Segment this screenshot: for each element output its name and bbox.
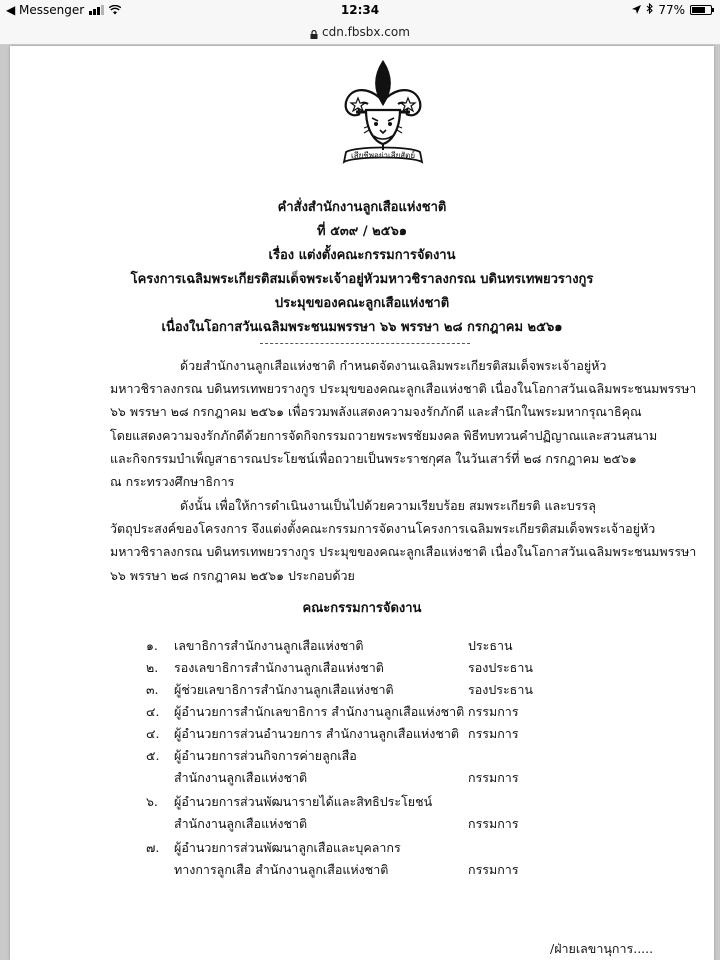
member-position: ผู้ช่วยเลขาธิการสำนักงานลูกเสือแห่งชาติ — [174, 682, 394, 697]
member-number: ๒. — [146, 660, 159, 675]
continuation-note: /ฝ่ายเลขานุการ..... — [550, 941, 654, 956]
battery-icon — [690, 5, 712, 15]
member-role: กรรมการ — [468, 862, 519, 877]
member-position: สำนักงานลูกเสือแห่งชาติ — [174, 770, 308, 785]
status-bar — [0, 0, 720, 20]
project-subtitle: ประมุขของคณะลูกเสือแห่งชาติ — [274, 296, 450, 311]
member-position: ผู้อำนวยการส่วนอำนวยการ สำนักงานลูกเสือแห่งชาติ — [174, 726, 460, 741]
paragraph-line: วัตถุประสงค์ของโครงการ จึงแต่งตั้งคณะกรรมการจัดงานโครงการเฉลิมพระเกียรติสมเด็จพระเจ้าอยู่หัว — [110, 521, 656, 537]
url-bar[interactable] — [0, 20, 720, 45]
member-position: ผู้อำนวยการสำนักเลขาธิการ สำนักงานลูกเสือแห่งชาติ — [174, 704, 465, 719]
member-number: ๕. — [146, 748, 160, 763]
paragraph-line: มหาวชิราลงกรณ บดินทรเทพยวรางกูร ประมุขของคณะลูกเสือแห่งชาติ เนื่องในโอกาสวันเฉลิมพระชนมพรรษา — [110, 544, 697, 560]
location-icon — [632, 3, 641, 17]
divider — [260, 343, 470, 344]
paragraph-line: โดยแสดงความจงรักภักดีด้วยการจัดกิจกรรมถวายพระพรชัยมงคล พิธีทบทวนคำปฏิญาณและสวนสนาม — [110, 427, 658, 443]
member-role: ประธาน — [468, 638, 513, 653]
member-position: ผู้อำนวยการส่วนพัฒนาลูกเสือและบุคลากร — [174, 840, 401, 855]
lock-icon — [310, 28, 318, 37]
paragraph-line: ๖๖ พรรษา ๒๘ กรกฎาคม ๒๕๖๑ เพื่อรวมพลังแสดงความจงรักภักดี และสำนึกในพระมหากรุณาธิคุณ — [110, 404, 642, 420]
member-position: รองเลขาธิการสำนักงานลูกเสือแห่งชาติ — [174, 660, 384, 675]
order-subject: เรื่อง แต่งตั้งคณะกรรมการจัดงาน — [268, 248, 456, 263]
member-role: กรรมการ — [468, 704, 519, 719]
member-role: กรรมการ — [468, 726, 519, 741]
document-page — [10, 46, 714, 960]
member-position: ทางการลูกเสือ สำนักงานลูกเสือแห่งชาติ — [174, 862, 389, 877]
member-number: ๗. — [146, 840, 160, 855]
member-position: เลขาธิการสำนักงานลูกเสือแห่งชาติ — [174, 638, 364, 653]
member-role: รองประธาน — [468, 660, 533, 675]
status-right — [632, 3, 712, 17]
paragraph-line: มหาวชิราลงกรณ บดินทรเทพยวรางกูร ประมุขของคณะลูกเสือแห่งชาติ เนื่องในโอกาสวันเฉลิมพระชนมพรรษา — [110, 381, 697, 397]
member-number: ๔. — [146, 726, 160, 741]
project-title: โครงการเฉลิมพระเกียรติสมเด็จพระเจ้าอยู่หัวมหาวชิราลงกรณ บดินทรเทพยวรางกูร — [130, 272, 594, 287]
member-number: ๖. — [146, 794, 158, 809]
paragraph-line: ด้วยสำนักงานลูกเสือแห่งชาติ กำหนดจัดงานเฉลิมพระเกียรติสมเด็จพระเจ้าอยู่หัว — [180, 358, 607, 373]
occasion-line: เนื่องในโอกาสวันเฉลิมพระชนมพรรษา ๖๖ พรรษา ๒๘ กรกฎาคม ๒๕๖๑ — [161, 320, 563, 335]
member-role: กรรมการ — [468, 816, 519, 831]
url-text[interactable]: cdn.fbsbx.com — [322, 25, 410, 39]
emblem-motto: เสียชีพอย่าเสียสัตย์ — [350, 151, 416, 160]
paragraph-line: และกิจกรรมบำเพ็ญสาธารณประโยชน์เพื่อถวายเป็นพระราชกุศล ในวันเสาร์ที่ ๒๘ กรกฎาคม ๒๕๖๑ — [110, 450, 637, 466]
scout-emblem-logo — [336, 58, 430, 172]
order-number: ที่ ๕๓๙ / ๒๕๖๑ — [316, 224, 408, 239]
paragraph-line: ดังนั้น เพื่อให้การดำเนินงานเป็นไปด้วยความเรียบร้อย สมพระเกียรติ และบรรลุ — [180, 498, 596, 513]
paragraph-intro — [110, 354, 697, 493]
bluetooth-icon — [646, 3, 653, 17]
member-role: รองประธาน — [468, 682, 533, 697]
member-number: ๓. — [146, 682, 159, 697]
member-position: ผู้อำนวยการส่วนกิจการค่ายลูกเสือ — [174, 748, 357, 763]
member-position: ผู้อำนวยการส่วนพัฒนารายได้และสิทธิประโยชน์ — [174, 794, 433, 809]
member-position: สำนักงานลูกเสือแห่งชาติ — [174, 816, 308, 831]
member-number: ๔. — [146, 704, 160, 719]
back-to-app-link[interactable]: ◀ Messenger — [6, 3, 85, 17]
clock: 12:34 — [340, 3, 380, 17]
order-issuer: คำสั่งสำนักงานลูกเสือแห่งชาติ — [277, 200, 447, 215]
paragraph-appointment — [110, 494, 697, 587]
paragraph-line: ๖๖ พรรษา ๒๘ กรกฎาคม ๒๕๖๑ ประกอบด้วย — [110, 567, 355, 583]
committee-title: คณะกรรมการจัดงาน — [302, 601, 422, 616]
member-number: ๑. — [146, 638, 158, 653]
member-role: กรรมการ — [468, 770, 519, 785]
paragraph-line: ณ กระทรวงศึกษาธิการ — [110, 474, 235, 490]
battery-percent: 77% — [658, 3, 685, 17]
